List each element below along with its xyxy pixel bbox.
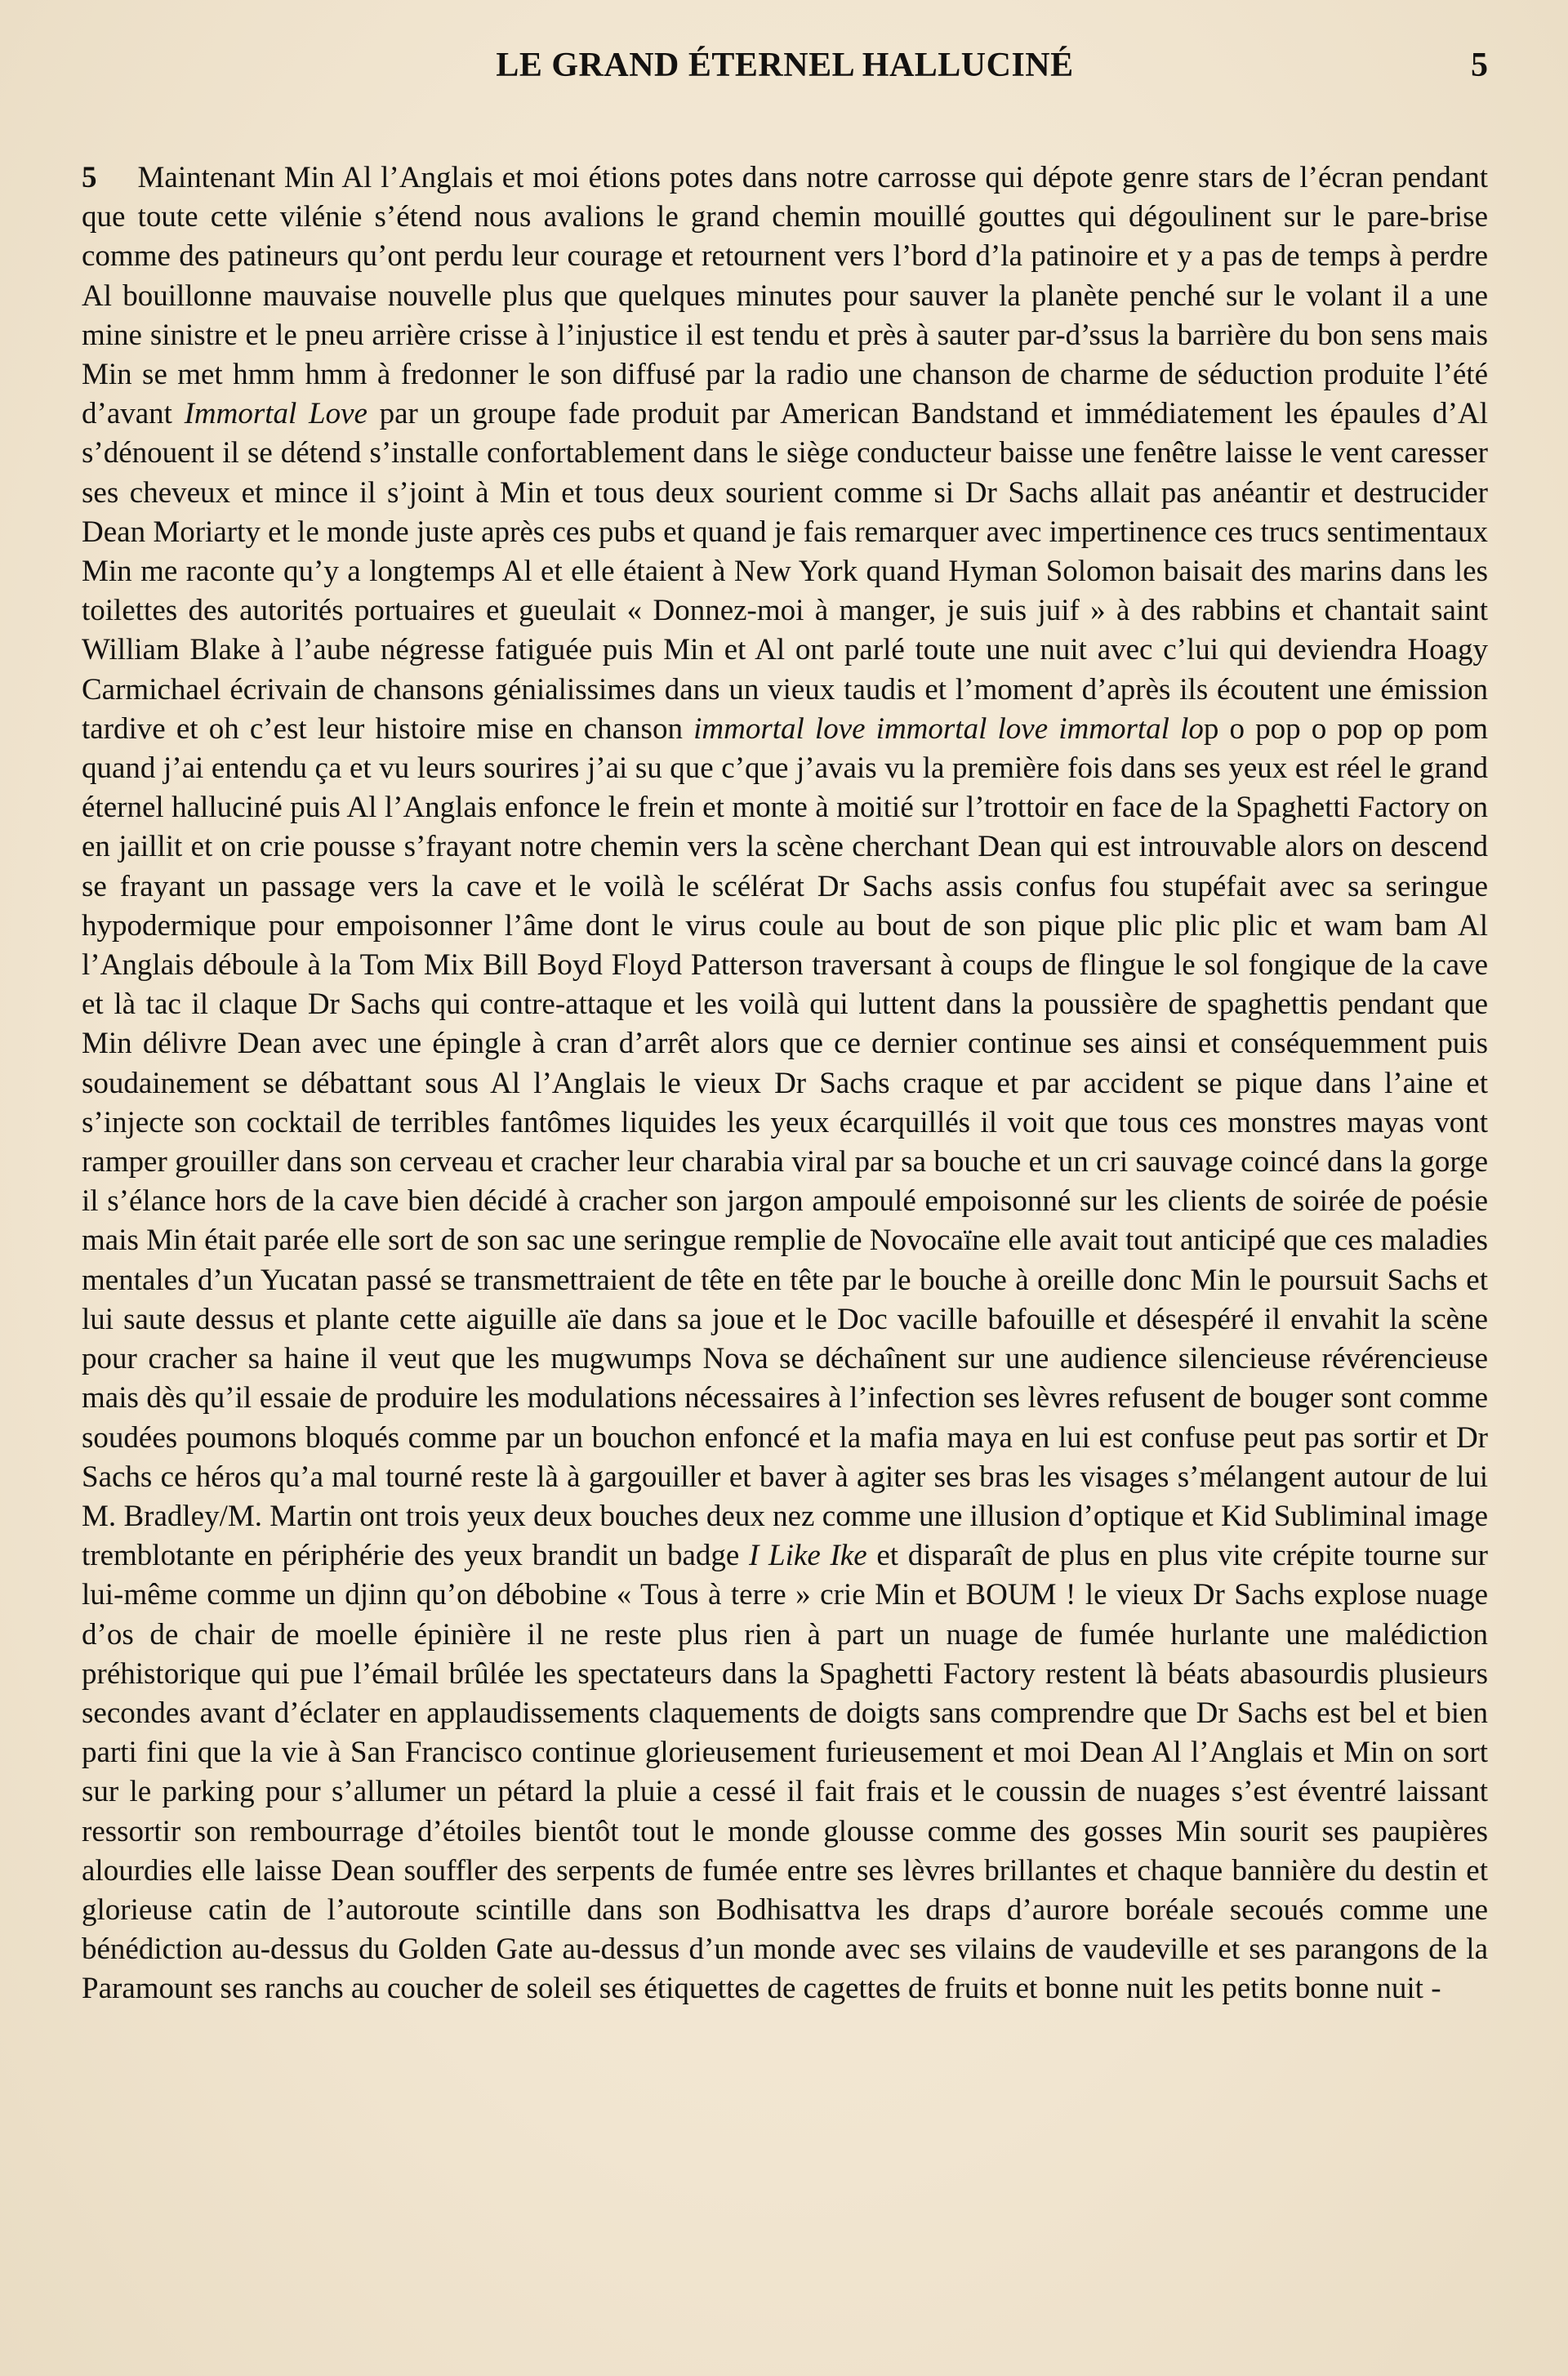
- song-title-italic: Immortal Love: [184, 397, 368, 431]
- song-lyric-italic: immortal love immortal love immortal lo: [693, 711, 1204, 746]
- page-number: 5: [1471, 47, 1488, 84]
- text-segment: par un groupe fade produit par American Bandstand et immédiatement les épaules d’Al s’dénouent il se détend s’installe confortablement dans le siège conducteur baisse une fenêtre laisse le vent caresser ses cheveux et mince il s’joint à Min et tous deux sourient comme si Dr Sachs allait pas anéantir et destrucider Dean Moriarty et le monde juste après ces pubs et quand je fais remarquer avec impertinence ces trucs sentimentaux Min me raconte qu’y a longtemps Al et elle étaient à New York quand Hyman Solomon baisait des marins dans les toilettes des autorités portuaires et gueulait « Donnez-moi à manger, je suis juif » à des rabbins et chantait saint William Blake à l’aube négresse fatiguée puis Min et Al ont parlé toute une nuit avec c’lui qui deviendra Hoagy Carmichael écrivain de chansons génialissimes dans un vieux taudis et l’moment d’après ils écoutent une émission tardive et oh c’est leur histoire mise en chanson: [82, 397, 1488, 746]
- badge-slogan-italic: I Like Ike: [749, 1539, 867, 1573]
- running-title: LE GRAND ÉTERNEL HALLUCINÉ: [496, 47, 1074, 84]
- page-header: [82, 46, 1488, 91]
- text-segment: p o pop o pop op pom quand j’ai entendu ça et vu leurs sourires j’ai su que c’que j’avais vu la première fois dans ses yeux est réel le grand éternel halluciné puis Al l’Anglais enfonce le frein et monte à moitié sur l’trottoir en face de la Spaghetti Factory on en jaillit et on crie pousse s’frayant notre chemin vers la scène cherchant Dean qui est introuvable alors on descend se frayant un passage vers la cave et le voilà le scélérat Dr Sachs assis confus fou stupéfait avec sa seringue hypodermique pour empoisonner l’âme dont le virus coule au bout de son pique plic plic plic et wam bam Al l’Anglais déboule à la Tom Mix Bill Boyd Floyd Patterson traversant à coups de flingue le sol fongique de la cave et là tac il claque Dr Sachs qui contre-attaque et les voilà qui luttent dans la poussière de spaghettis pendant que Min délivre Dean avec une épingle à cran d’arrêt alors que ce dernier continue ses ainsi et conséquemment puis soudainement se débattant sous Al l’Anglais le vieux Dr Sachs craque et par accident se pique dans l’aine et s’injecte son cocktail de terribles fantômes liquides les yeux écarquillés il voit que tous ces monstres mayas vont ramper grouiller dans son cerveau et cracher leur charabia viral par sa bouche et un cri sauvage coincé dans la gorge il s’élance hors de la cave bien décidé à cracher son jargon ampoulé empoisonné sur les clients de soirée de poésie mais Min était parée elle sort de son sac une seringue remplie de Novocaïne elle avait tout anticipé que ces maladies mentales d’un Yucatan passé se transmettraient de tête en tête par le bouche à oreille donc Min le poursuit Sachs et lui saute dessus et plante cette aiguille aïe dans sa joue et le Doc vacille bafouille et désespéré il envahit la scène pour cracher sa haine il veut que les mugwumps Nova se déchaînent sur une audience silencieuse révérencieuse mais dès qu’il essaie de produire les modulations nécessaires à l’infection ses lèvres refusent de bouger sont comme soudées poumons bloqués comme par un bouchon enfoncé et la mafia maya en lui est confuse peut pas sortir et Dr Sachs ce héros qu’a mal tourné reste là à gargouiller et baver à agiter ses bras les visages s’mélangent autour de lui M. Bradley/M. Martin ont trois yeux deux bouches deux nez comme une illusion d’optique et Kid Subliminal image tremblotante en périphérie des yeux brandit un badge: [82, 711, 1488, 1573]
- text-segment: Maintenant Min Al l’Anglais et moi étions potes dans notre carrosse qui dépote genre stars de l’écran pendant que toute cette vilénie s’étend nous avalions le grand chemin mouillé gouttes qui dégoulinent sur le pare-brise comme des patineurs qu’ont perdu leur courage et retournent vers l’bord d’la patinoire et y a pas de temps à perdre Al bouillonne mauvaise nouvelle plus que quelques minutes pour sauver la planète penché sur le volant il a une mine sinistre et le pneu arrière crisse à l’injustice il est tendu et près à sauter par-d’ssus la barrière du bon sens mais Min se met hmm hmm à fredonner le son diffusé par la radio une chanson de charme de séduction produite l’été d’avant: [82, 161, 1488, 431]
- section-number: 5: [82, 161, 97, 194]
- section-paragraph: [82, 158, 1488, 2009]
- text-segment: et disparaît de plus en plus vite crépite tourne sur lui-même comme un djinn qu’on débobine « Tous à terre » crie Min et BOUM ! le vieux Dr Sachs explose nuage d’os de chair de moelle épinière il ne reste plus rien à part un nuage de fumée hurlante une malédiction préhistorique qui pue l’émail brûlée les spectateurs dans la Spaghetti Factory restent là béats abasourdis plusieurs secondes avant d’éclater en applaudissements claquements de doigts sans comprendre que Dr Sachs est bel et bien parti fini que la vie à San Francisco continue glorieusement furieusement et moi Dean Al l’Anglais et Min on sort sur le parking pour s’allumer un pétard la pluie a cessé il fait frais et le coussin de nuages s’est éventré laissant ressortir son rembourrage d’étoiles bientôt tout le monde glousse comme des gosses Min sourit ses paupières alourdies elle laisse Dean souffler des serpents de fumée entre ses lèvres brillantes et chaque bannière du destin et glorieuse catin de l’autoroute scintille dans son Bodhisattva les draps d’aurore boréale secoués comme une bénédiction au-dessus du Golden Gate au-dessus d’un monde avec ses vilains de vaudeville et ses parangons de la Paramount ses ranchs au coucher de soleil ses étiquettes de cagettes de fruits et bonne nuit les petits bonne nuit -: [82, 1539, 1488, 2006]
